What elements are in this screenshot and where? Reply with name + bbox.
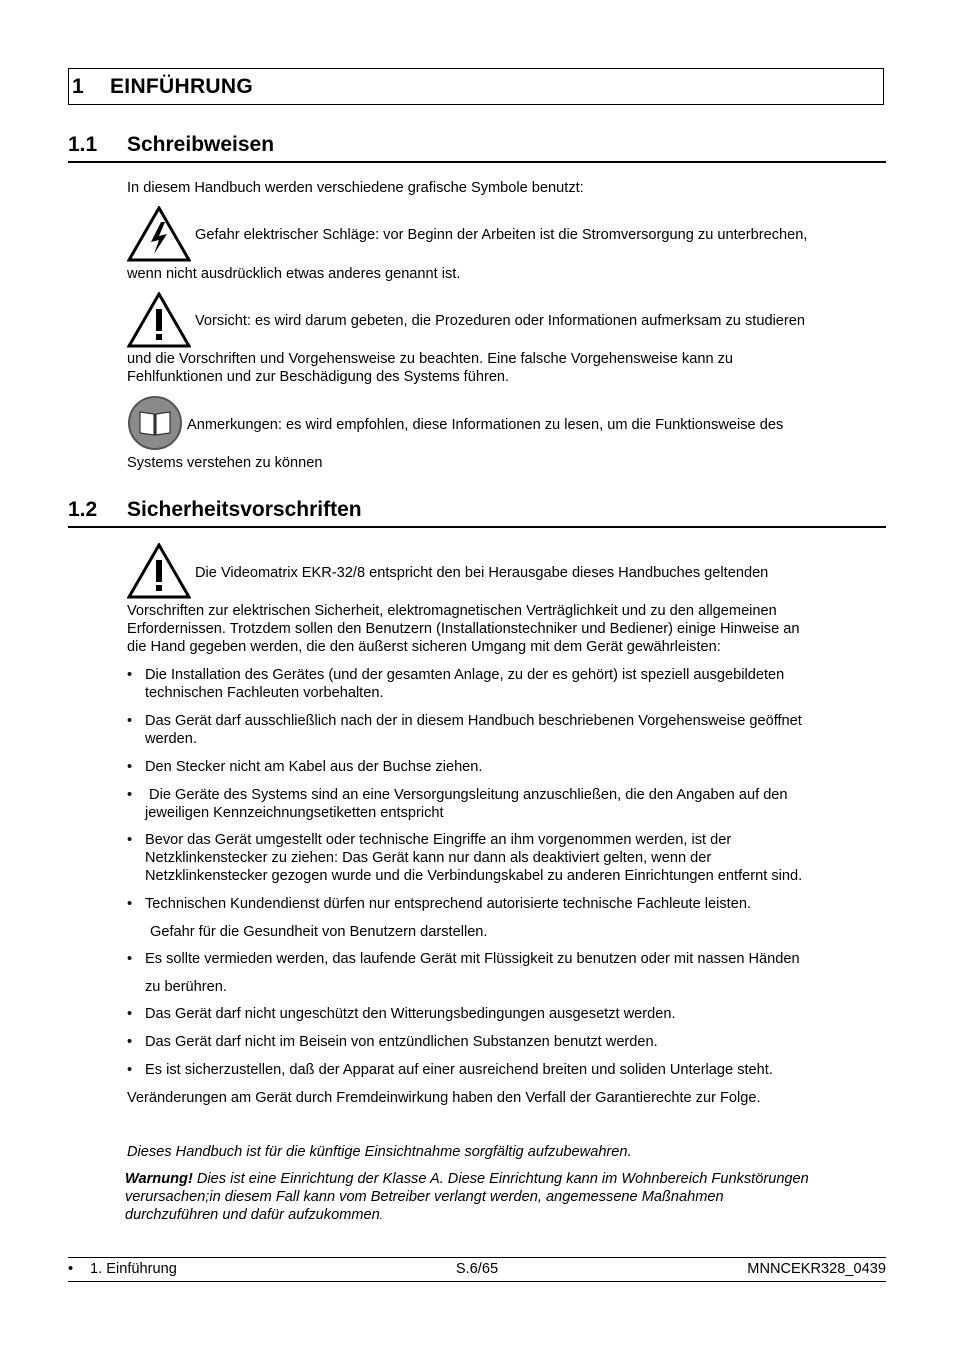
warning-label: Warnung! [125, 1171, 193, 1187]
health-line: Gefahr für die Gesundheit von Benutzern darstellen. [150, 924, 488, 940]
notes-lead: Anmerkungen: es wird empfohlen, diese Informationen zu lesen, um die Funktionsweise des [187, 417, 784, 433]
caution-note-rest-1: und die Vorschriften und Vorgehensweise zu beachten. Eine falsche Vorgehensweise kann zu [127, 351, 734, 367]
caution-exclamation-icon [127, 543, 191, 599]
section-heading-schreibweisen [68, 133, 886, 163]
footer-doc-code: MNNCEKR328_0439 [747, 1261, 886, 1277]
bullet-glyph: • [127, 787, 133, 803]
notes-book-icon [127, 395, 183, 451]
section-number: 1.1 [68, 133, 98, 156]
footer-page-number: S.6/65 [455, 1261, 499, 1277]
footer-bottom-rule [68, 1281, 886, 1282]
section-title: Schreibweisen [127, 133, 275, 156]
bullet-glyph: • [127, 951, 133, 967]
list-item: • Das Gerät darf nicht ungeschützt den Witterungsbedingungen ausgesetzt werden. [127, 1006, 676, 1022]
liquid-continuation: zu berühren. [145, 979, 227, 995]
bullet-glyph: • [127, 713, 133, 729]
chapter-number: 1 [72, 74, 84, 98]
bullet-glyph: • [127, 1062, 133, 1078]
list-item: • Es ist sicherzustellen, daß der Apparat auf einer ausreichend breiten und soliden Unterlage steht. [127, 1062, 773, 1078]
bullet-glyph: • [127, 1006, 133, 1022]
list-item: • Es sollte vermieden werden, das laufende Gerät mit Flüssigkeit zu benutzen oder mit nassen Händen [127, 951, 800, 967]
footer-top-rule [68, 1257, 886, 1258]
electric-shock-warning-icon [127, 206, 191, 262]
notes-rest: Systems verstehen zu können [127, 455, 323, 471]
list-item: • Das Gerät darf ausschließlich nach der in diesem Handbuch beschriebenen Vorgehensweise geöffnet werden. [127, 713, 802, 747]
intro-text: In diesem Handbuch werden verschiedene grafische Symbole benutzt: [127, 180, 584, 196]
caution-note-lead: Vorsicht: es wird darum gebeten, die Prozeduren oder Informationen aufmerksam zu studieren [195, 313, 806, 329]
list-item: • Den Stecker nicht am Kabel aus der Buchse ziehen. [127, 759, 483, 775]
section-title: Sicherheitsvorschriften [127, 498, 362, 521]
list-item: • Technischen Kundendienst dürfen nur entsprechend autorisierte technische Fachleute leisten. [127, 896, 752, 912]
shock-note-rest: wenn nicht ausdrücklich etwas anderes genannt ist. [127, 266, 461, 282]
keep-manual-note: Dieses Handbuch ist für die künftige Einsichtnahme sorgfältig aufzubewahren. [127, 1144, 632, 1160]
safety-lead: Die Videomatrix EKR-32/8 entspricht den bei Herausgabe dieses Handbuches geltenden [195, 565, 769, 581]
class-a-warning-line-2: verursachen;in diesem Fall kann vom Betreiber verlangt werden, angemessene Maßnahmen [125, 1189, 724, 1205]
section-heading-sicherheitsvorschriften [68, 498, 886, 528]
list-item: • Die Geräte des Systems sind an eine Versorgungsleitung anzuschließen, die den Angaben auf den jeweiligen Kennzeichnungsetiketten entspricht [127, 787, 788, 821]
safety-rest-3: die Hand gegeben werden, die den äußerst sicheren Umgang mit dem Gerät gewährleisten: [127, 639, 721, 655]
page-footer [68, 1261, 886, 1279]
bullet-glyph: • [127, 759, 133, 775]
safety-rest-2: Erfordernissen. Trotzdem sollen den Benutzern (Installationstechniker und Bediener) einige Hinweise an [127, 621, 800, 637]
bullet-glyph: • [127, 1034, 133, 1050]
list-item: • Bevor das Gerät umgestellt oder technische Eingriffe an ihm vorgenommen werden, ist der Netzklinkenstecker zu ziehen: Das Gerät kann nur dann als deaktiviert gelten, wenn der Netzklinkenstecker gezogen wurde und die Verbindungskabel zu anderen Einrichtungen entfernt sind. [127, 832, 803, 884]
footer-bullet: • [68, 1261, 74, 1277]
list-item: • Das Gerät darf nicht im Beisein von entzündlichen Substanzen benutzt werden. [127, 1034, 658, 1050]
chapter-heading [68, 68, 884, 105]
footer-chapter: 1. Einführung [90, 1261, 177, 1277]
chapter-title: EINFÜHRUNG [110, 74, 253, 98]
shock-note-lead: Gefahr elektrischer Schläge: vor Beginn der Arbeiten ist die Stromversorgung zu unterbrechen, [195, 227, 808, 243]
caution-exclamation-icon [127, 292, 191, 348]
caution-note-rest-2: Fehlfunktionen und zur Beschädigung des Systems führen. [127, 369, 510, 385]
bullet-glyph: • [127, 896, 133, 912]
warranty-note: Veränderungen am Gerät durch Fremdeinwirkung haben den Verfall der Garantierechte zur Folge. [127, 1090, 761, 1106]
class-a-warning: Warnung! Dies ist eine Einrichtung der Klasse A. Diese Einrichtung kann im Wohnbereich Funkstörungen [125, 1171, 809, 1187]
class-a-warning-line-3: durchzuführen und dafür aufzukommen. [125, 1207, 383, 1223]
list-item: • Die Installation des Gerätes (und der gesamten Anlage, zu der es gehört) ist speziell ausgebildeten technischen Fachleuten vorbehalten. [127, 667, 785, 701]
bullet-glyph: • [127, 832, 133, 848]
bullet-glyph: • [127, 667, 133, 683]
safety-rest-1: Vorschriften zur elektrischen Sicherheit, elektromagnetischen Verträglichkeit und zu den allgemeinen [127, 603, 777, 619]
section-number: 1.2 [68, 498, 98, 521]
